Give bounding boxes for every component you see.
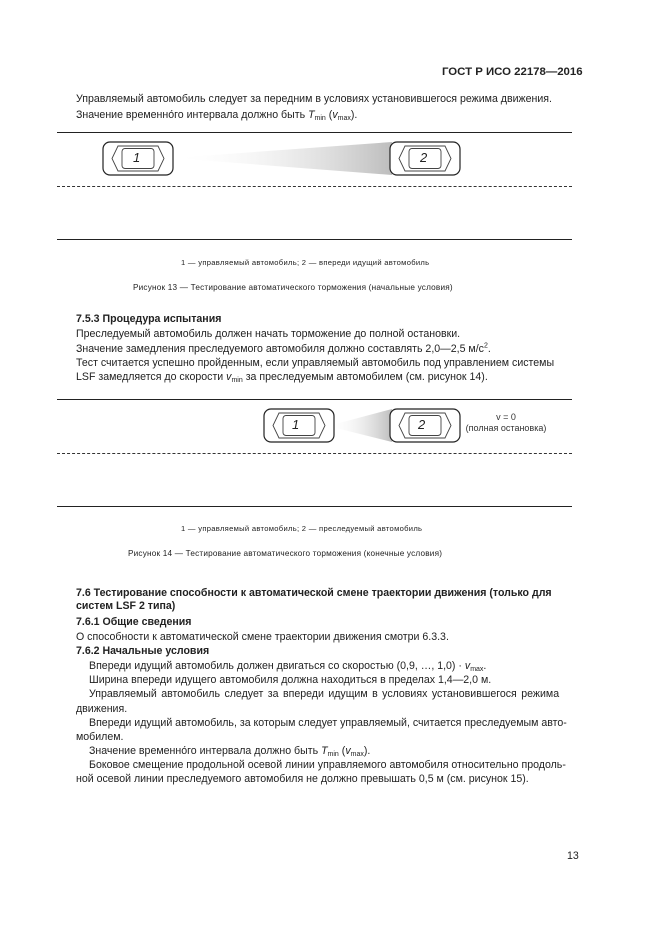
section-7-5-3-p2: Значение замедления преследуемого автомобиля должно составлять 2,0—2,5 $м/с^2$.: [76, 342, 491, 355]
section-7-5-3-heading: 7.5.3 Процедура испытания: [76, 313, 222, 325]
figure-14: [0, 392, 661, 517]
section-7-5-3-p3-line1: Тест считается успешно пройденным, если управляемый автомобиль под управлением системы: [76, 357, 555, 369]
intro-line-1: Управляемый автомобиль следует за передним в условиях установившегося режима движения.: [76, 93, 552, 105]
sensor-beam: [172, 142, 392, 175]
section-7-6-2-p4-line2: мобилем.: [76, 731, 124, 743]
car-2-label: 2: [418, 417, 426, 432]
section-7-6-2-p4-line1: Впереди идущий автомобиль, за которым следует управляемый, считается преследуемым авто-: [89, 717, 567, 729]
figure-14-caption: Рисунок 14 — Тестирование автоматического торможения (конечные условия): [128, 549, 443, 558]
section-7-6-2-p3-line1: Управляемый автомобиль следует за впереди идущим в условиях установившегося режима: [89, 688, 560, 700]
figure-13-legend: 1 — управляемый автомобиль; 2 — впереди идущий автомобиль: [181, 258, 430, 267]
section-7-6-2-p6-line1: Боковое смещение продольной осевой линии управляемого автомобиля относительно продоль-: [89, 759, 566, 771]
section-7-6-1-text: О способности к автоматической смене траектории движения смотри 6.3.3.: [76, 631, 449, 643]
document-header: ГОСТ Р ИСО 22178—2016: [442, 66, 583, 78]
section-7-6-2-p2: Ширина впереди идущего автомобиля должна находиться в пределах 1,4—2,0 м.: [89, 674, 492, 686]
sensor-beam: [328, 409, 392, 442]
figure-13: [0, 125, 661, 250]
car-2-label: 2: [420, 150, 428, 165]
section-7-6-1-heading: 7.6.1 Общие сведения: [76, 616, 192, 628]
stop-label: (полная остановка): [465, 423, 547, 433]
car-1-label: 1: [292, 417, 300, 432]
section-7-6-2-heading: 7.6.2 Начальные условия: [76, 645, 210, 657]
section-7-6-2-p6-line2: ной осевой линии преследуемого автомобиля не должно превышать 0,5 м (см. рисунок 15).: [76, 773, 529, 785]
figure-13-caption: Рисунок 13 — Тестирование автоматического торможения (начальные условия): [133, 283, 453, 292]
section-7-6-heading-line2: систем LSF 2 типа): [76, 600, 176, 612]
section-7-6-heading-line1: 7.6 Тестирование способности к автоматической смене траектории движения (только для: [76, 587, 552, 599]
section-7-5-3-p3-line2: LSF замедляется до скорости $v_{min}$ за преследуемым автомобилем (см. рисунок 14).: [76, 371, 488, 384]
section-7-5-3-p1: Преследуемый автомобиль должен начать торможение до полной остановки.: [76, 328, 461, 340]
figure-14-legend: 1 — управляемый автомобиль; 2 — преследуемый автомобиль: [181, 524, 423, 533]
section-7-6-2-p3-line2: движения.: [76, 703, 128, 715]
intro-line-2: Значение временно́го интервала должно быть $T_{min}$ $(v_{max})$.: [76, 109, 358, 122]
section-7-6-2-p5: Значение временно́го интервала должно быть $T_{min}$ $(v_{max})$.: [89, 745, 371, 758]
speed-label: v = 0: [496, 412, 516, 422]
section-7-6-2-p1: Впереди идущий автомобиль должен двигаться со скоростью (0,9, …, $1,0) \cdot v_{max}$.: [89, 660, 487, 673]
car-1-label: 1: [133, 150, 141, 165]
page-number: 13: [567, 850, 579, 862]
figure-13-graphic: [0, 125, 661, 250]
